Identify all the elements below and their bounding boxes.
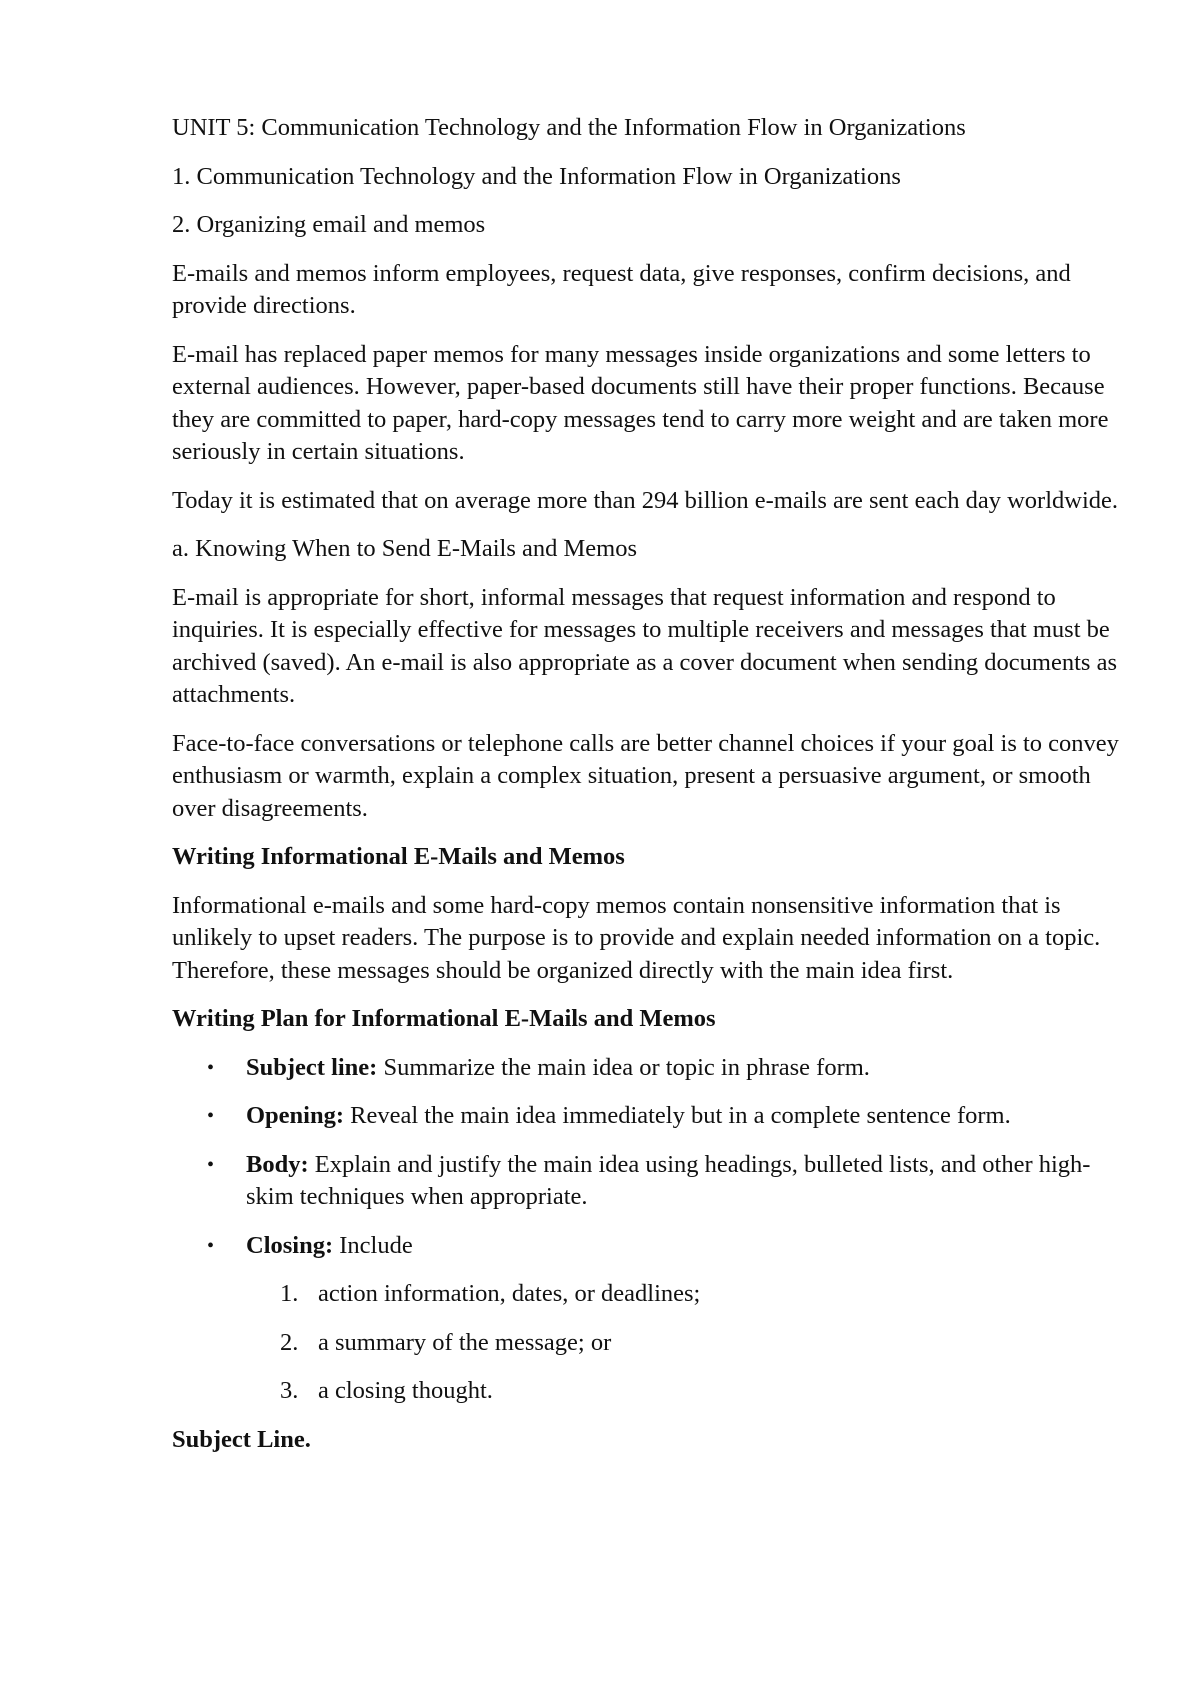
list-number: 2. xyxy=(280,1328,299,1356)
paragraph-2: E-mail has replaced paper memos for many messages inside organizations and some letters to external audiences. However, paper-based documents still have their proper functions. Because they are committed to paper, hard-copy messages tend to carry more weight and are taken more seriously in certain situations. xyxy=(172,340,1109,465)
bullet-label: Opening: xyxy=(246,1102,345,1129)
paragraph-4: E-mail is appropriate for short, informal messages that request information and respond to inquiries. It is especially effective for messages to multiple receivers and messages that must be archived (saved). An e-mail is also appropriate as a cover document when sending documents as attachments. xyxy=(172,583,1117,708)
bullet-text: Reveal the main idea immediately but in a complete sentence form. xyxy=(344,1102,1011,1129)
bullet-label: Body: xyxy=(246,1150,309,1178)
list-item-text: a summary of the message; or xyxy=(318,1328,612,1356)
closing-items-list xyxy=(172,1278,1132,1408)
document-title: UNIT 5: Communication Technology and the Information Flow in Organizations xyxy=(172,114,966,141)
heading-subject-line: Subject Line. xyxy=(172,1425,311,1453)
paragraph-1: E-mails and memos inform employees, request data, give responses, confirm decisions, and provide directions. xyxy=(172,259,1071,319)
bullet-icon: • xyxy=(207,1105,215,1127)
bullet-label: Subject line: xyxy=(246,1053,378,1081)
list-item xyxy=(172,1149,1132,1214)
outline-item-1: 1. Communication Technology and the Information Flow in Organizations xyxy=(172,162,901,190)
list-item xyxy=(172,1327,1132,1360)
paragraph-6: Informational e-mails and some hard-copy memos contain nonsensitive information that is unlikely to upset readers. The purpose is to provide and explain needed information on a topic. Therefore, these messages should be organized directly with the main idea first. xyxy=(172,891,1101,984)
paragraph-3: Today it is estimated that on average more than 294 billion e-mails are sent each day worldwide. xyxy=(172,486,1119,514)
bullet-icon: • xyxy=(207,1153,215,1176)
bullet-text: Include xyxy=(333,1231,413,1259)
list-item xyxy=(172,1100,1132,1133)
subheading-a: a. Knowing When to Send E-Mails and Memos xyxy=(172,535,637,562)
list-item xyxy=(172,1375,1132,1408)
list-number: 3. xyxy=(280,1377,299,1404)
bullet-text: Explain and justify the main idea using headings, bulleted lists, and other high-skim techniques when appropriate. xyxy=(246,1150,1091,1210)
bullet-icon: • xyxy=(207,1056,215,1079)
list-item xyxy=(172,1230,1132,1263)
heading-writing-plan: Writing Plan for Informational E-Mails and Memos xyxy=(172,1005,716,1032)
bullet-text: Summarize the main idea or topic in phrase form. xyxy=(377,1053,870,1081)
list-item-text: action information, dates, or deadlines; xyxy=(318,1280,701,1307)
list-item xyxy=(172,1052,1132,1085)
heading-writing-informational: Writing Informational E-Mails and Memos xyxy=(172,843,625,870)
writing-plan-list xyxy=(172,1052,1132,1263)
bullet-label: Closing: xyxy=(246,1231,334,1259)
list-item xyxy=(172,1278,1132,1311)
list-number: 1. xyxy=(280,1280,299,1307)
list-item-text: a closing thought. xyxy=(318,1377,493,1404)
outline-item-2: 2. Organizing email and memos xyxy=(172,211,486,238)
document-page xyxy=(172,112,1132,1472)
paragraph-5: Face-to-face conversations or telephone calls are better channel choices if your goal is to convey enthusiasm or warmth, explain a complex situation, present a persuasive argument, or smooth over disagreements. xyxy=(172,729,1119,822)
bullet-icon: • xyxy=(207,1234,215,1257)
